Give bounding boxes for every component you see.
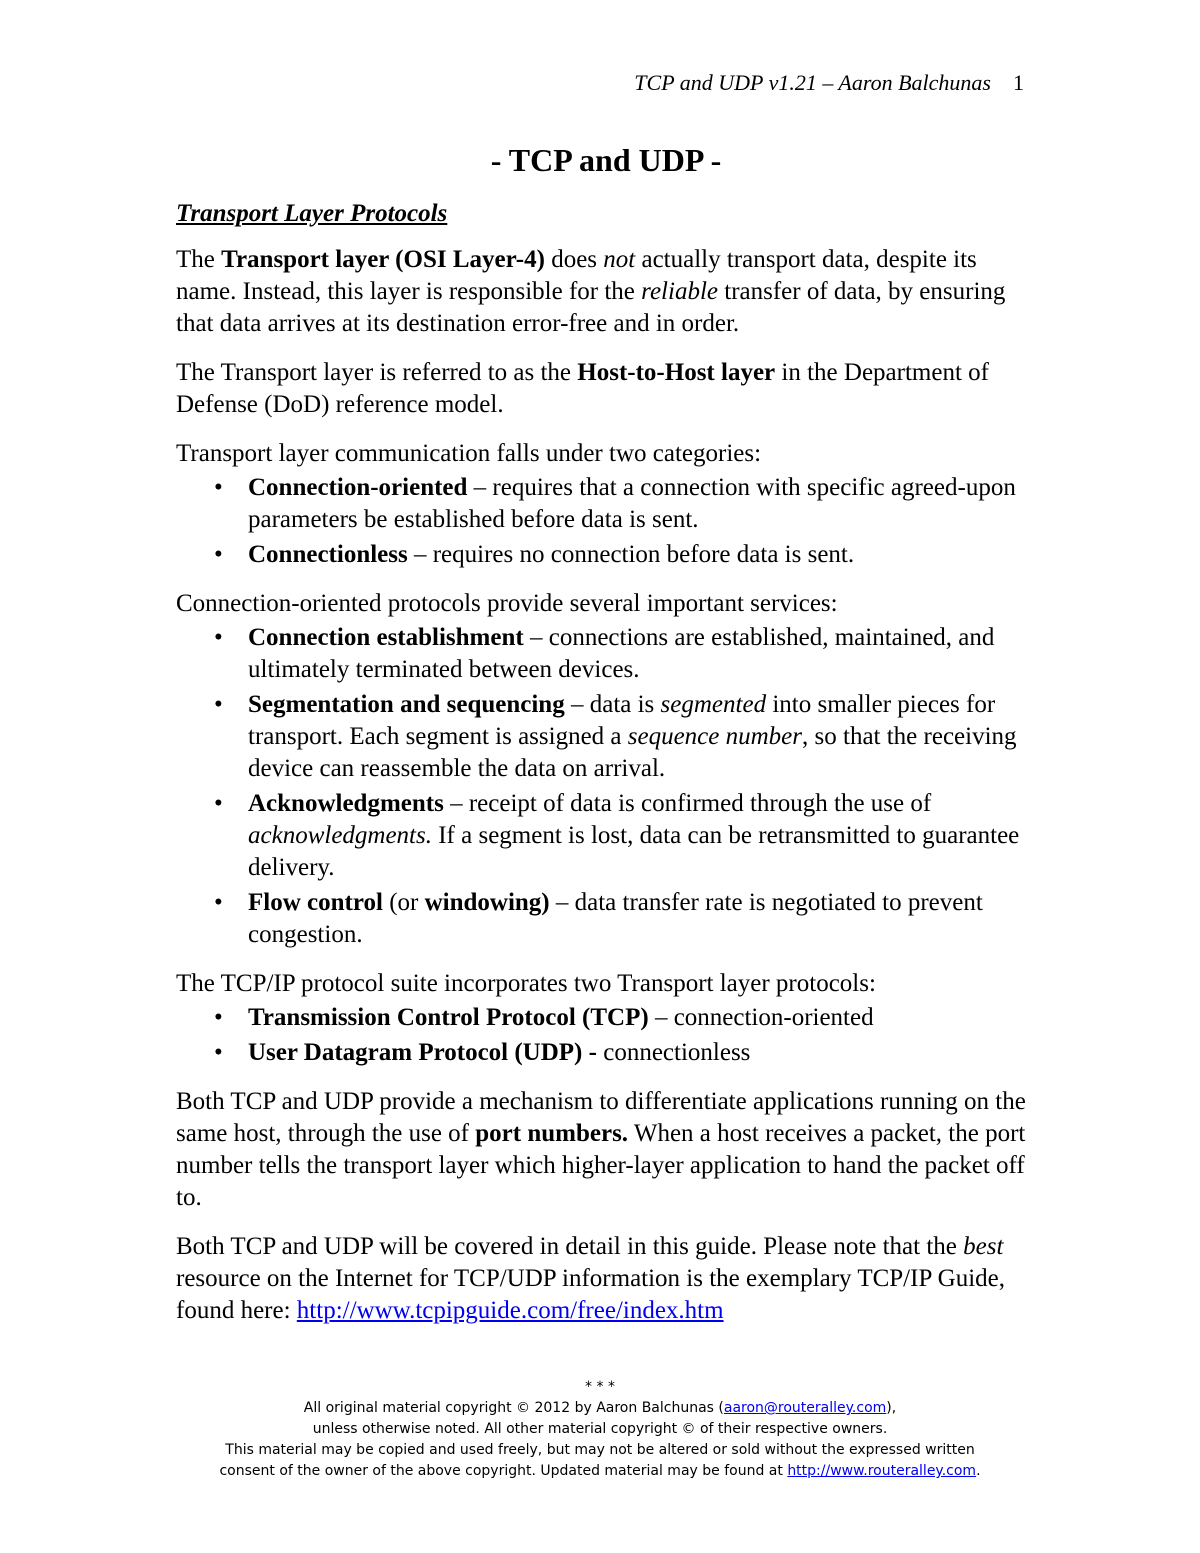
copyright-footer: [150, 1380, 1050, 1482]
website-link[interactable]: http://www.routeralley.com: [787, 1463, 977, 1479]
running-header: [634, 70, 1024, 96]
footer-line: This material may be copied and used freely, but may not be altered or sold without the expressed written: [225, 1442, 975, 1458]
running-title: TCP and UDP v1.21 – Aaron Balchunas: [634, 70, 991, 95]
list-item: [176, 788, 1036, 884]
bold-term: windowing): [424, 889, 550, 916]
bold-term: port numbers.: [475, 1120, 629, 1147]
italic-emphasis: best: [963, 1233, 1004, 1260]
italic-emphasis: sequence number: [627, 723, 803, 750]
email-link[interactable]: aaron@routeralley.com: [723, 1400, 887, 1416]
section-heading: Transport Layer Protocols: [176, 200, 448, 227]
page-number: 1: [1013, 70, 1024, 95]
footer-line: [150, 1398, 1050, 1419]
text-run: Both TCP and UDP will be covered in detail in this guide. Please note that the: [176, 1233, 964, 1260]
bullet-icon: •: [214, 624, 223, 651]
list-term: Connection-oriented: [248, 474, 468, 501]
list-term: User Datagram Protocol (UDP) -: [248, 1039, 597, 1066]
list-term: Transmission Control Protocol (TCP): [248, 1004, 649, 1031]
bold-term: Host-to-Host layer: [577, 359, 776, 386]
list-term: Flow control: [248, 889, 383, 916]
text-run: – receipt of data is confirmed through the use of: [443, 790, 932, 817]
text-run: consent of the owner of the above copyright. Updated material may be found at: [219, 1463, 788, 1479]
list-description: connectionless: [596, 1039, 751, 1066]
tcpipguide-link[interactable]: http://www.tcpipguide.com/free/index.htm: [296, 1297, 724, 1324]
italic-emphasis: reliable: [641, 278, 718, 305]
list-description: – connection-oriented: [648, 1004, 874, 1031]
text-run: All original material copyright © 2012 by Aaron Balchunas (: [303, 1400, 724, 1416]
bullet-icon: •: [214, 541, 223, 568]
text-run: (or: [382, 889, 425, 916]
document-body: [176, 140, 1036, 1344]
bullet-icon: •: [214, 691, 223, 718]
services-lead: Connection-oriented protocols provide several important services:: [176, 590, 838, 617]
footer-separator: * * *: [585, 1379, 615, 1395]
categories-lead: Transport layer communication falls under two categories:: [176, 440, 762, 467]
text-run: ),: [886, 1400, 897, 1416]
italic-emphasis: acknowledgments.: [248, 822, 432, 849]
list-term: Connection establishment: [248, 624, 524, 651]
categories-list: [176, 472, 1036, 571]
dod-paragraph: [176, 357, 1036, 421]
text-run: into smaller pieces for transport. Each segment is assigned a: [248, 691, 996, 750]
text-run: in the Department of Defense (DoD) reference model.: [176, 359, 989, 418]
services-list: [176, 622, 1036, 951]
text-run: Both TCP and UDP provide a mechanism to differentiate applications running on the same host, through the use of: [176, 1088, 1026, 1147]
ports-paragraph: [176, 1086, 1036, 1214]
text-run: – data is: [564, 691, 661, 718]
guide-paragraph: [176, 1231, 1036, 1327]
italic-emphasis: not: [603, 246, 636, 273]
list-term: Segmentation and sequencing: [248, 691, 565, 718]
footer-line: [150, 1461, 1050, 1482]
list-item: [176, 887, 1036, 951]
intro-paragraph: [176, 244, 1036, 340]
document-title: - TCP and UDP -: [490, 142, 722, 178]
text-run: When a host receives a packet, the port number tells the transport layer which higher-layer application to hand the packet off to.: [176, 1120, 1026, 1211]
text-run: , so that the receiving device can reassemble the data on arrival.: [248, 723, 1017, 782]
footer-line: unless otherwise noted. All other material copyright © of their respective owners.: [312, 1421, 888, 1437]
list-item: [176, 1037, 1036, 1069]
protocols-list: [176, 1002, 1036, 1069]
list-item: [176, 689, 1036, 785]
list-description: – requires no connection before data is sent.: [407, 541, 855, 568]
list-term: Acknowledgments: [248, 790, 444, 817]
text-run: resource on the Internet for TCP/UDP information is the exemplary TCP/IP Guide, found here:: [176, 1265, 1006, 1324]
list-description: – connections are established, maintained, and ultimately terminated between devices.: [248, 624, 995, 683]
bullet-icon: •: [214, 889, 223, 916]
bullet-icon: •: [214, 1004, 223, 1031]
list-term: Connectionless: [248, 541, 408, 568]
bullet-icon: •: [214, 1039, 223, 1066]
list-item: [176, 1002, 1036, 1034]
text-run: does: [544, 246, 604, 273]
bullet-icon: •: [214, 790, 223, 817]
italic-emphasis: segmented: [660, 691, 767, 718]
list-item: [176, 472, 1036, 536]
text-run: transfer of data, by ensuring that data arrives at its destination error-free and in order.: [176, 278, 1006, 337]
bold-term: Transport layer (OSI Layer-4): [221, 246, 545, 273]
text-run: .: [976, 1463, 981, 1479]
text-run: actually transport data, despite its name. Instead, this layer is responsible for the: [176, 246, 977, 305]
text-run: If a segment is lost, data can be retransmitted to guarantee delivery.: [248, 822, 1020, 881]
list-item: [176, 622, 1036, 686]
text-run: The: [176, 246, 222, 273]
suite-lead: The TCP/IP protocol suite incorporates two Transport layer protocols:: [176, 970, 876, 997]
list-item: [176, 539, 1036, 571]
text-run: The Transport layer is referred to as the: [176, 359, 578, 386]
text-run: – data transfer rate is negotiated to prevent congestion.: [248, 889, 983, 948]
list-description: – requires that a connection with specific agreed-upon parameters be established before data is sent.: [248, 474, 1016, 533]
bullet-icon: •: [214, 474, 223, 501]
